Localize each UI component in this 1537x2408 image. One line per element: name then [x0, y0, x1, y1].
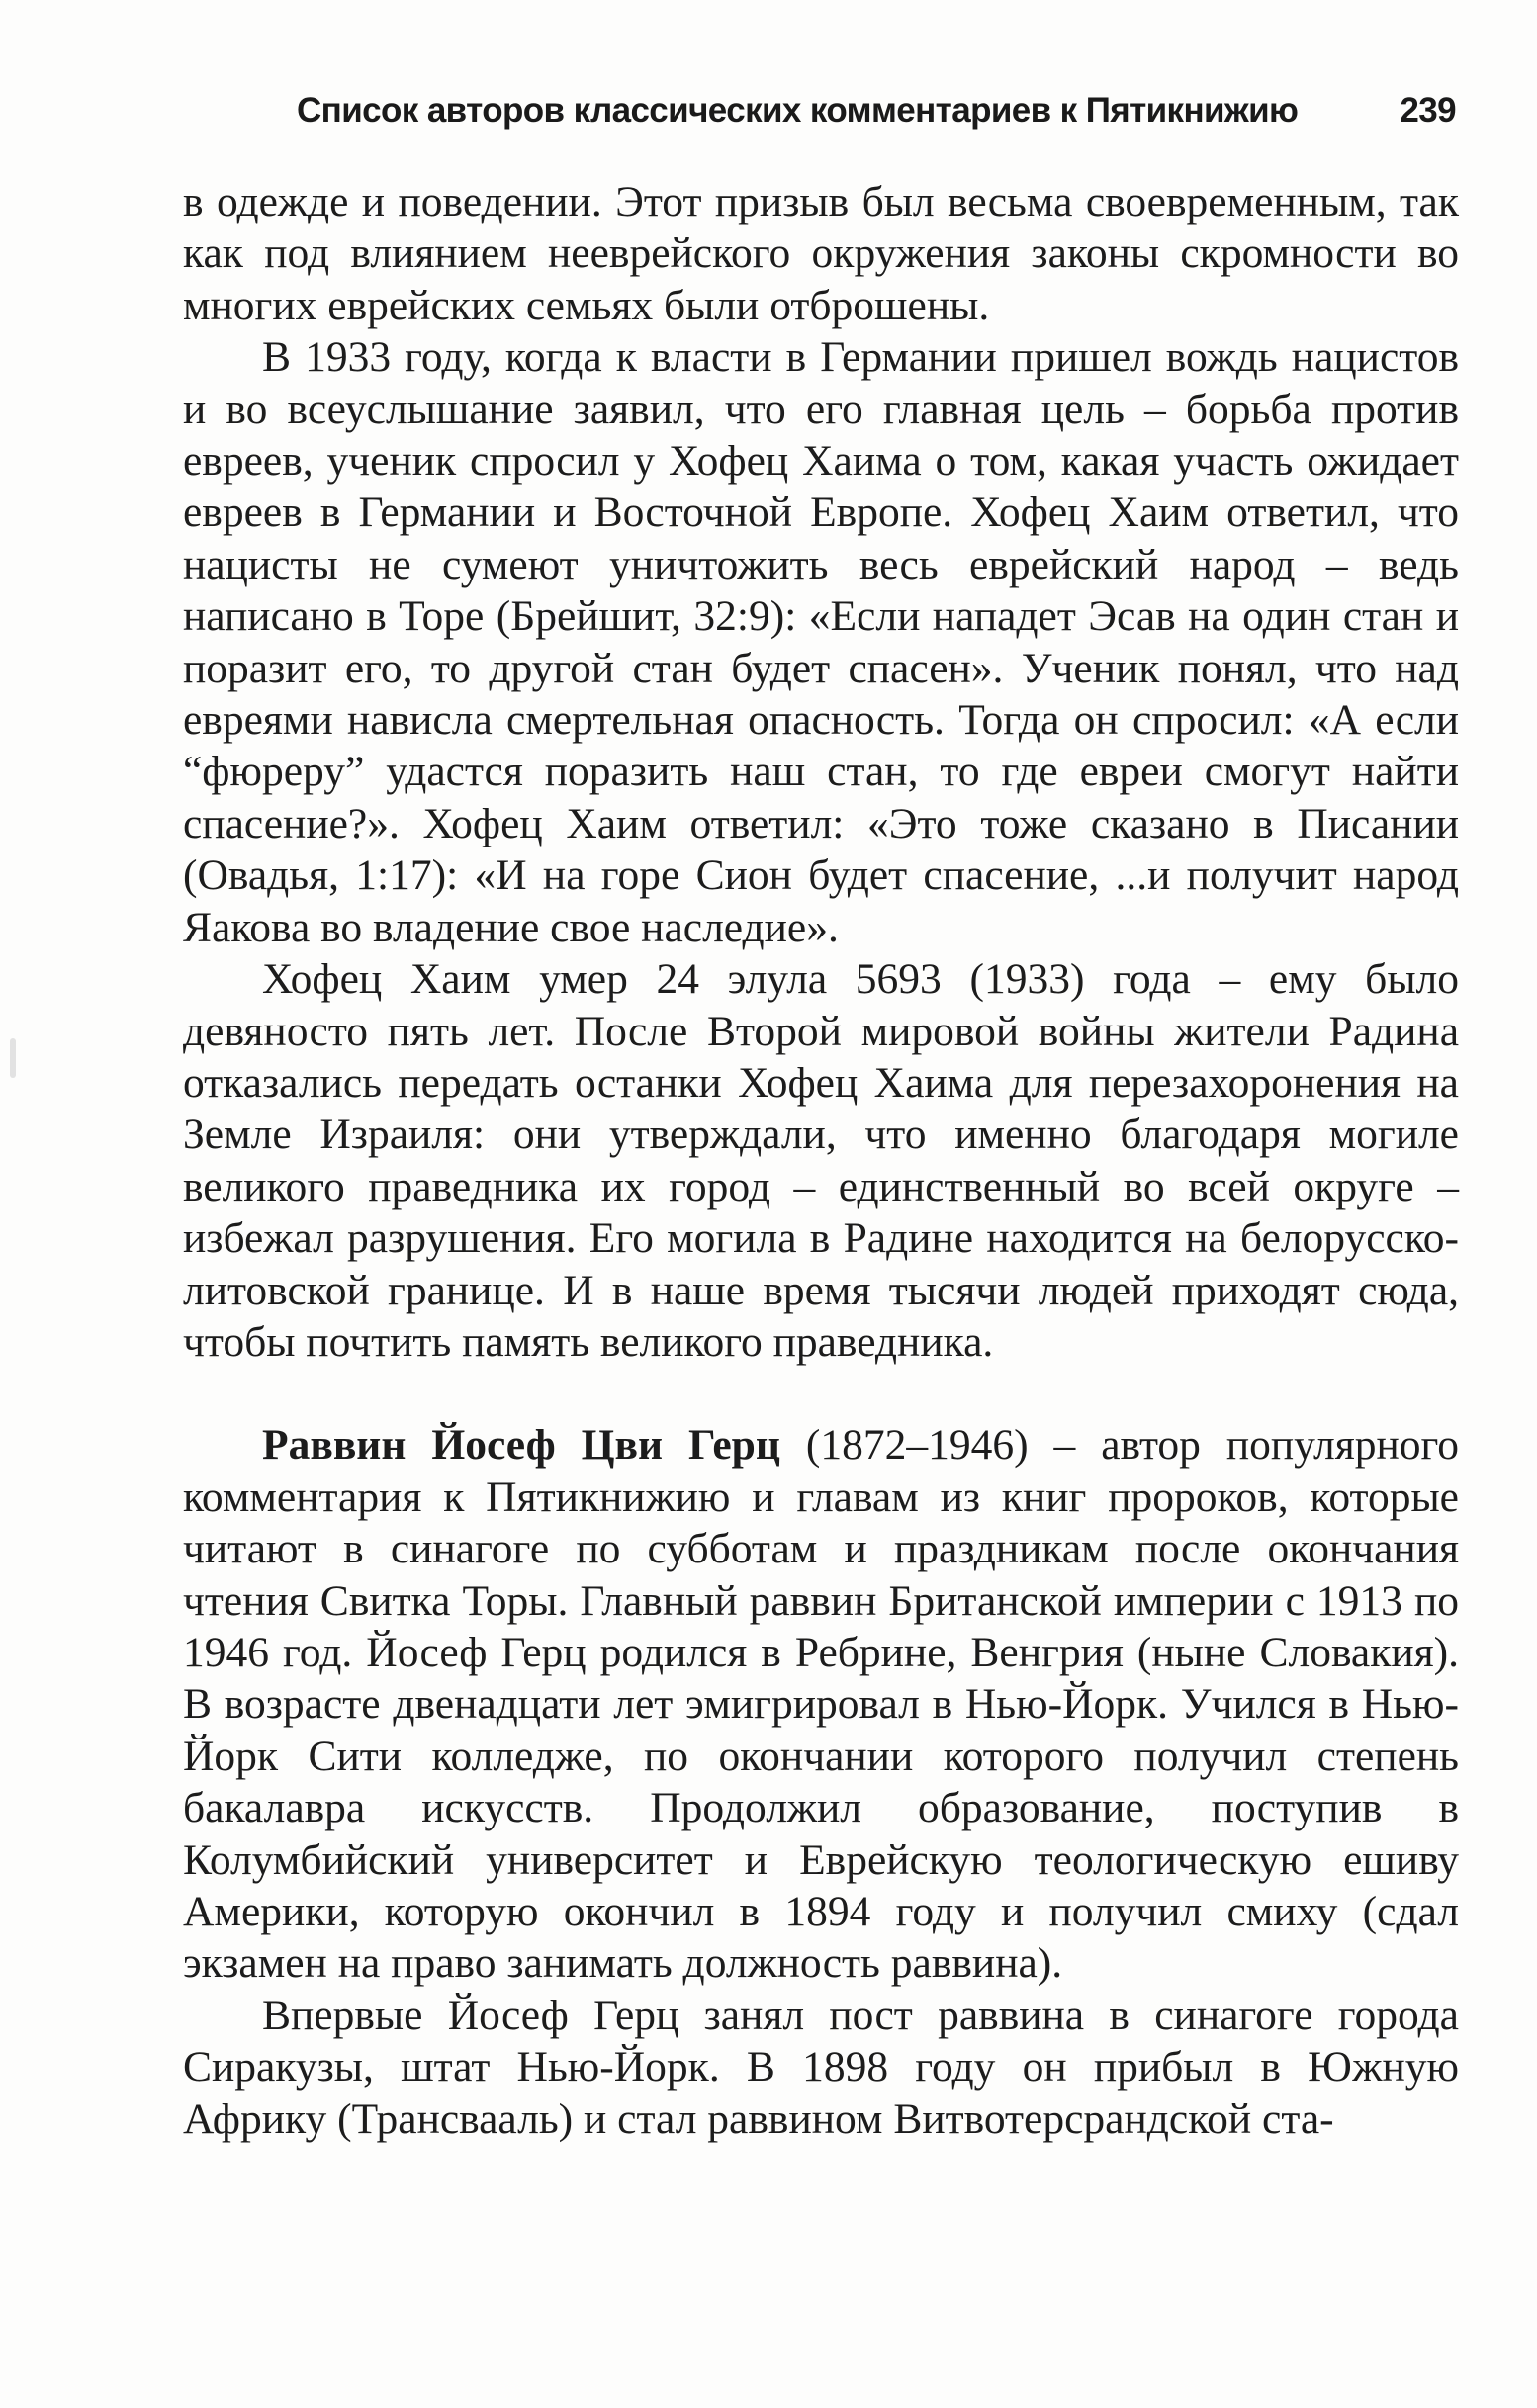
- body-text: [183, 176, 1459, 2145]
- running-head: [297, 91, 1456, 140]
- entry-hertz: [183, 1419, 1459, 1989]
- paragraph-death: Хофец Хаим умер 24 элула 5693 (1933) года – ему было девяносто пять лет. После Второй мировой войны жители Радина отказались передать останки Хофец Хаима для перезахоронения на Земле Израиля: они утверждали, что именно благодаря могиле великого праведника их город – единственный во всей округе – избежал разрушения. Его могила в Радине находится на белорусско-литовской границе. И в наше время тысячи людей приходят сюда, чтобы почтить память великого праведника.: [183, 955, 1459, 1366]
- page-number: 239: [1400, 91, 1456, 130]
- running-head-title: Список авторов классических комментариев к Пятикнижию: [297, 91, 1299, 130]
- print-speck: [10, 1038, 16, 1078]
- paragraph-1933: В 1933 году, когда к власти в Германии пришел вождь нацистов и во всеуслышание заявил, что его главная цель – борьба против евреев, ученик спросил у Хофец Хаима о том, какая участь ожидает евреев в Германии и Восточной Европе. Хофец Хаим ответил, что нацисты не сумеют уничтожить весь еврейский народ – ведь написано в Торе (Брейшит, 32:9): «Если нападет Эсав на один стан и поразит его, то другой стан будет спасен». Ученик понял, что над евреями нависла смертельная опасность. Тогда он спросил: «А если “фюреру” удастся поразить наш стан, то где евреи смогут найти спасение?». Хофец Хаим ответил: «Это тоже сказано в Писании (Овадья, 1:17): «И на горе Сион будет спасение, ...и получит народ Яакова во владение свое наследие».: [183, 333, 1459, 951]
- entry-name: Раввин Йосеф Цви Герц: [262, 1421, 780, 1470]
- paragraph-continuation: в одежде и поведении. Этот призыв был весьма своевременным, так как под влиянием нееврейского окружения законы скромности во многих еврейских семьях были отброшены.: [183, 178, 1459, 329]
- paragraph-hertz-career: Впервые Йосеф Герц занял пост раввина в синагоге города Сиракузы, штат Нью-Йорк. В 1898 году он прибыл в Южную Африку (Трансвааль) и стал раввином Витвотерсрандской ста-: [183, 1991, 1459, 2143]
- entry-text: (1872–1946) – автор популярного комментария к Пятикнижию и главам из книг пророков, которые читают в синагоге по субботам и праздникам после окончания чтения Свитка Торы. Главный раввин Британской империи с 1913 по 1946 год. Йосеф Герц родился в Ребрине, Венгрия (ныне Словакия). В возрасте двенадцати лет эмигрировал в Нью-Йорк. Учился в Нью-Йорк Сити колледже, по окончании которого получил степень бакалавра искусств. Продолжил образование, поступив в Колумбийский университет и Еврейскую теологическую ешиву Америки, которую окончил в 1894 году и получил смиху (сдал экзамен на право занимать должность раввина).: [183, 1421, 1459, 1988]
